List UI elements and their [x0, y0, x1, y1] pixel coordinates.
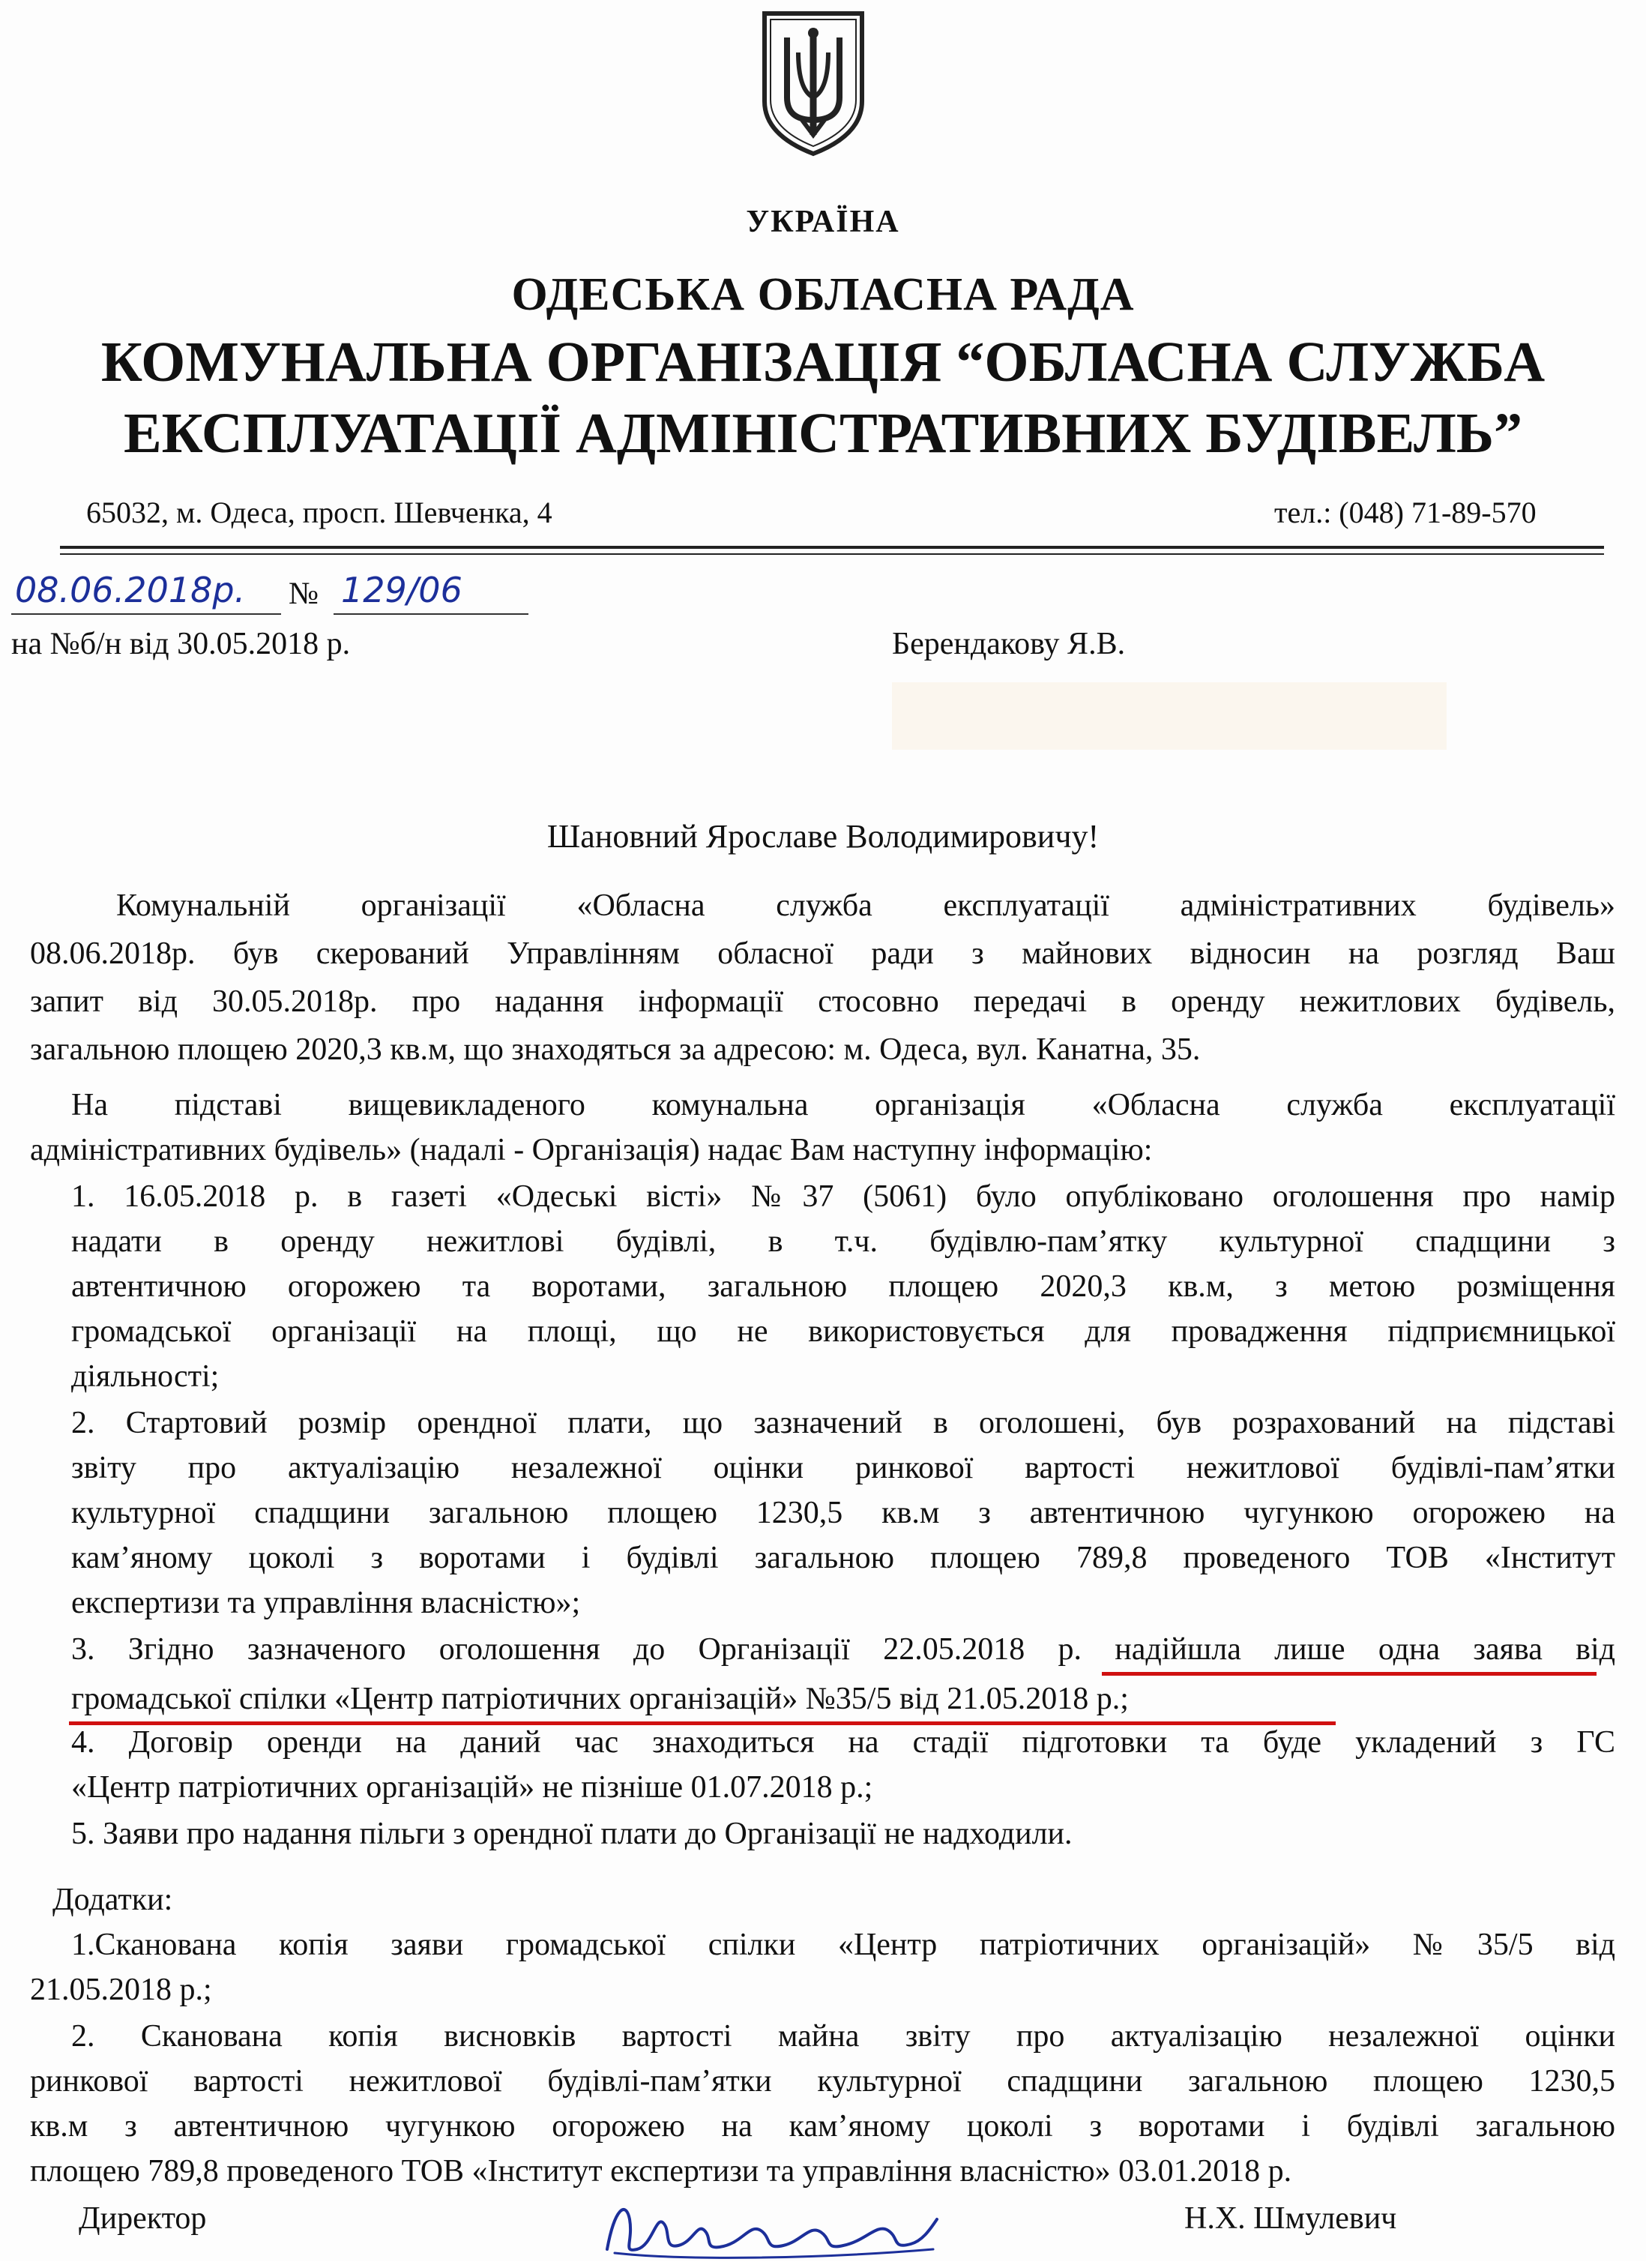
signatory-name: Н.Х. Шмулевич [1184, 2201, 1397, 2236]
body-line: загальною площею 2020,3 кв.м, що знаходяться за адресою: м. Одеса, вул. Канатна, 35. [30, 1032, 1201, 1067]
list-item-line: громадської організації на площі, що не використовується для провадження підприємницької [71, 1314, 1615, 1349]
organization-address: 65032, м. Одеса, просп. Шевченка, 4 [86, 496, 552, 529]
attachment-line: 2. Сканована копія висновків вартості майна звіту про актуалізацію незалежної оцінки [71, 2019, 1615, 2054]
organization-phone: тел.: (048) 71-89-570 [1274, 496, 1537, 529]
salutation: Шановний Ярославе Володимировичу! [546, 818, 1100, 855]
trident-emblem-icon [757, 7, 869, 157]
organization-name-line-2: ЕКСПЛУАТАЦІЇ АДМІНІСТРАТИВНИХ БУДІВЕЛЬ” [123, 402, 1523, 465]
number-underline [334, 613, 528, 615]
attachment-line: площею 789,8 проведеного ТОВ «Інститут експертизи та управління власністю» 03.01.2018 р. [30, 2154, 1292, 2189]
attachment-line: 21.05.2018 р.; [30, 1973, 212, 2007]
list-item-line: 3. Згідно зазначеного оголошення до Організації 22.05.2018 р. надійшла лише одна заява від [71, 1632, 1615, 1667]
list-item-line: 4. Договір оренди на даний час знаходиться на стадії підготовки та буде укладений з ГС [71, 1725, 1615, 1760]
list-item-line: кам’яному цоколі з воротами і будівлі загальною площею 789,8 проведеного ТОВ «Інститут [71, 1541, 1615, 1575]
body-line: Комунальній організації «Обласна служба експлуатації адміністративних будівель» [116, 888, 1615, 923]
registration-number-label: № [289, 577, 319, 611]
body-line: адміністративних будівель» (надалі - Організація) надає Вам наступну інформацію: [30, 1133, 1153, 1167]
body-line: 08.06.2018р. був скерований Управлінням обласної ради з майнових відносин на розгляд Ваш [30, 936, 1615, 971]
list-item-line: 5. Заяви про надання пільги з орендної плати до Організації не надходили. [71, 1817, 1073, 1851]
reference-line: на №б/н від 30.05.2018 р. [11, 627, 351, 661]
attachment-line: кв.м з автентичною чугункою огорожею на кам’яному цоколі з воротами і будівлі загальною [30, 2109, 1615, 2144]
list-item-line: звіту про актуалізацію незалежної оцінки ринкової вартості нежитлової будівлі-пам’ятки [71, 1451, 1615, 1485]
body-line: запит від 30.05.2018р. про надання інформації стосовно передачі в оренду нежитлових будівель, [30, 984, 1615, 1019]
redacted-address-block [892, 682, 1447, 750]
registration-number: 129/06 [341, 570, 462, 610]
council-name: ОДЕСЬКА ОБЛАСНА РАДА [511, 269, 1135, 320]
list-item-line: надати в оренду нежитлові будівлі, в т.ч. будівлю-пам’ятку культурної спадщини з [71, 1224, 1615, 1259]
attachment-line: 1.Сканована копія заяви громадської спілки «Центр патріотичних організацій» №35/5 від [71, 1928, 1615, 1962]
attachment-line: ринкової вартості нежитлової будівлі-пам’ятки культурної спадщини загальною площею 1230,5 [30, 2064, 1615, 2099]
attachments-title: Додатки: [52, 1883, 173, 1917]
organization-name-line-1: КОМУНАЛЬНА ОРГАНІЗАЦІЯ “ОБЛАСНА СЛУЖБА [100, 331, 1546, 394]
list-item-line: культурної спадщини загальною площею 1230,5 кв.м з автентичною чугункою огорожею на [71, 1496, 1615, 1530]
list-item-line: 1. 16.05.2018 р. в газеті «Одеські вісті» №37 (5061) було опубліковано оголошення про намір [71, 1179, 1615, 1214]
country-name: УКРАЇНА [746, 205, 900, 239]
addressee-name: Берендакову Я.В. [892, 627, 1126, 661]
red-highlight-underline [1102, 1672, 1597, 1676]
list-item-line: громадської спілки «Центр патріотичних організацій» №35/5 від 21.05.2018 р.; [71, 1682, 1129, 1716]
header-divider-thin [60, 553, 1604, 555]
list-item-line: 2. Стартовий розмір орендної плати, що зазначений в оголошені, був розрахований на підставі [71, 1406, 1615, 1440]
list-item-line: експертизи та управління власністю»; [71, 1586, 581, 1620]
date-underline [11, 613, 281, 615]
handwritten-signature-icon [592, 2178, 944, 2268]
list-item-line: діяльності; [71, 1359, 220, 1394]
registration-date: 08.06.2018р. [15, 570, 246, 610]
header-divider [60, 546, 1604, 549]
signatory-position: Директор [79, 2201, 207, 2236]
body-line: На підставі вищевикладеного комунальна організація «Обласна служба експлуатації [71, 1088, 1615, 1122]
list-item-line: автентичною огорожею та воротами, загальною площею 2020,3 кв.м, з метою розміщення [71, 1269, 1615, 1304]
list-item-line: «Центр патріотичних організацій» не пізніше 01.07.2018 р.; [71, 1770, 873, 1805]
